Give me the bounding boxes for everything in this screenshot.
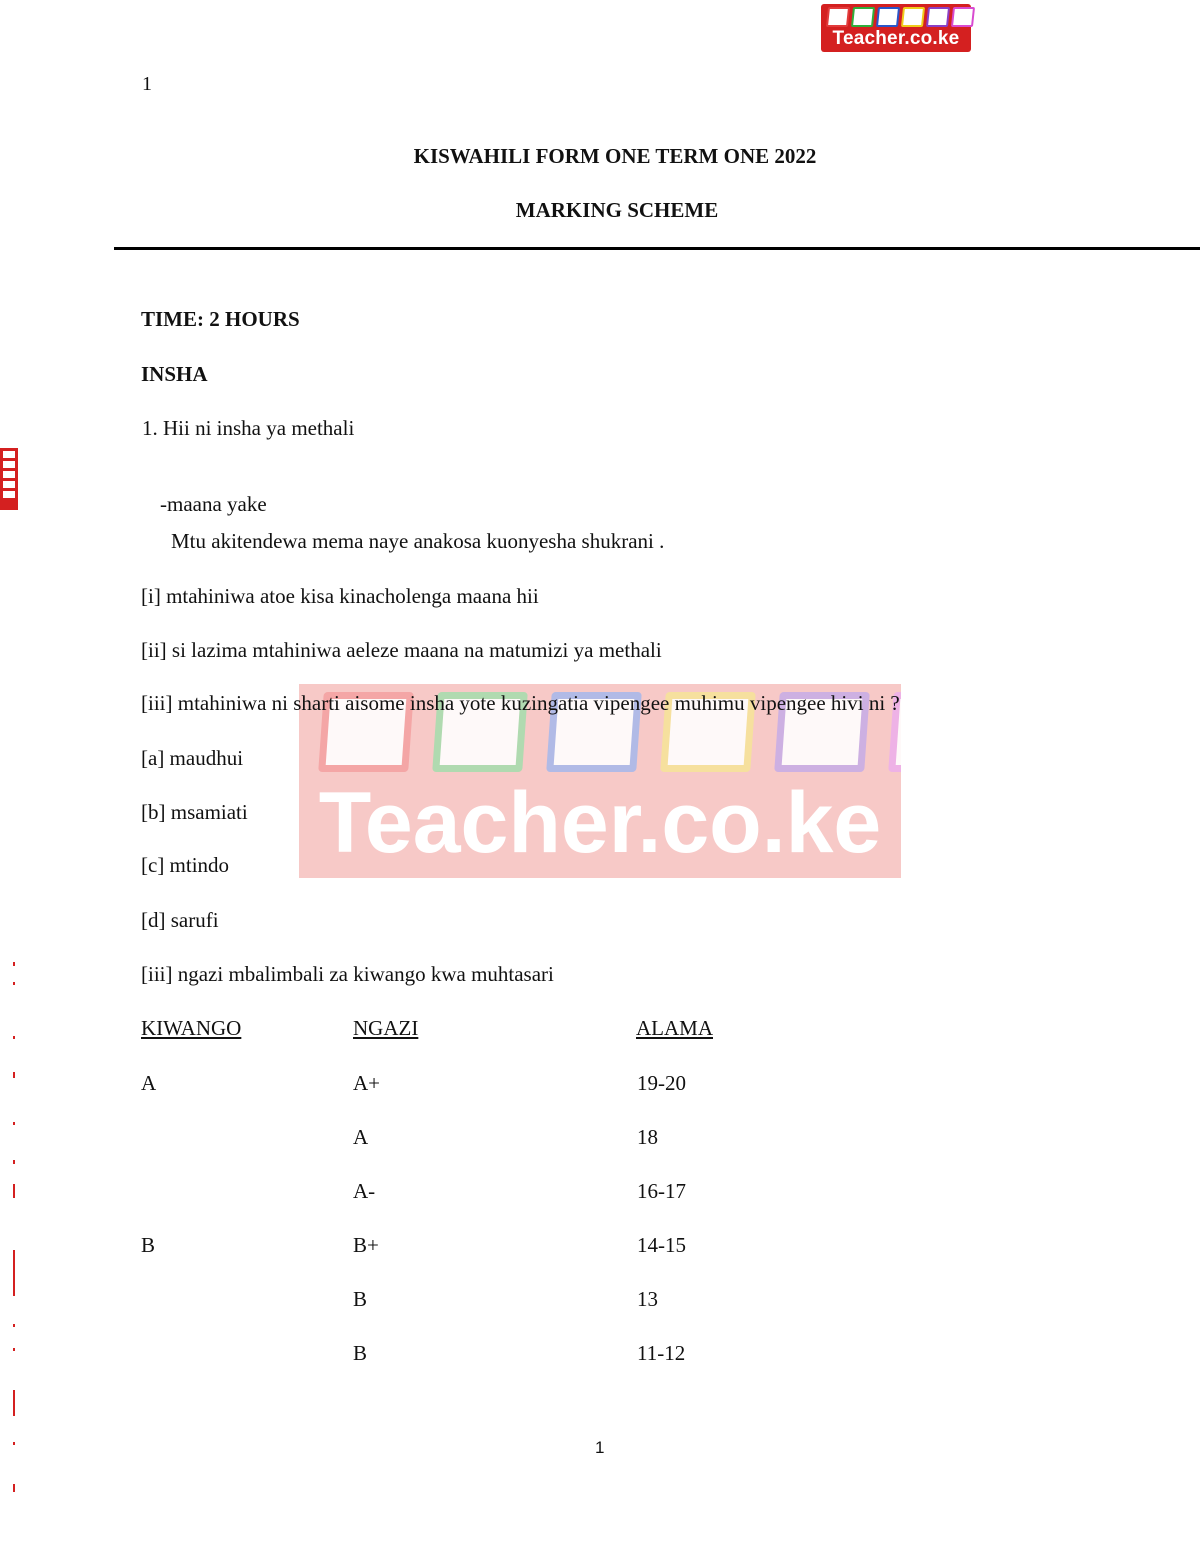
table-cell: 16-17: [637, 1179, 686, 1203]
watermark-text: Teacher.co.ke: [318, 775, 882, 871]
table-cell: A: [141, 1071, 157, 1095]
side-logo-mark: [0, 448, 18, 510]
question-1: 1. Hii ni insha ya methali: [142, 416, 355, 440]
table-cell: 19-20: [637, 1071, 686, 1095]
maana-label: -maana yake: [160, 492, 267, 516]
table-header-kiwango: KIWANGO: [141, 1016, 242, 1040]
table-cell: A+: [353, 1071, 381, 1095]
page-title: KISWAHILI FORM ONE TERM ONE 2022: [413, 144, 817, 168]
table-cell: B: [353, 1341, 368, 1365]
maana-text: Mtu akitendewa mema naye anakosa kuonyesha shukrani .: [171, 529, 665, 553]
point-c: [c] mtindo: [141, 853, 230, 877]
point-i: [i] mtahiniwa atoe kisa kinacholenga maana hii: [141, 584, 539, 608]
margin-tick: [13, 1442, 15, 1445]
point-iii: [iii] mtahiniwa ni sharti aisome insha yote kuzingatia vipengee muhimu vipengee hivi ni ?: [141, 691, 900, 715]
logo-square: [926, 7, 950, 27]
section-heading: INSHA: [141, 362, 208, 386]
point-iii-summary: [iii] ngazi mbalimbali za kiwango kwa muhtasari: [141, 962, 554, 986]
logo-square: [951, 7, 975, 27]
footer-page-number: 1: [595, 1438, 605, 1457]
logo-squares-icon: [827, 7, 974, 29]
table-cell: 14-15: [637, 1233, 686, 1257]
margin-tick: [13, 1390, 15, 1416]
margin-tick: [13, 1160, 15, 1164]
table-header-alama: ALAMA: [636, 1016, 713, 1040]
margin-tick: [13, 1184, 15, 1198]
margin-tick: [13, 1484, 15, 1492]
table-cell: 13: [637, 1287, 658, 1311]
logo-square: [851, 7, 875, 27]
page-subtitle: MARKING SCHEME: [515, 198, 719, 222]
margin-tick: [13, 1348, 15, 1351]
point-b: [b] msamiati: [141, 800, 248, 824]
logo-square: [901, 7, 925, 27]
point-ii: [ii] si lazima mtahiniwa aeleze maana na matumizi ya methali: [141, 638, 662, 662]
logo-square: [826, 7, 850, 27]
table-cell: A: [353, 1125, 369, 1149]
point-d: [d] sarufi: [141, 908, 219, 932]
margin-tick: [13, 1122, 15, 1125]
table-cell: B: [141, 1233, 156, 1257]
corner-page-number: 1: [142, 73, 152, 95]
margin-tick: [13, 962, 15, 966]
table-cell: 18: [637, 1125, 658, 1149]
table-cell: B: [353, 1287, 368, 1311]
margin-tick: [13, 1072, 15, 1078]
table-cell: 11-12: [637, 1341, 686, 1365]
margin-tick: [13, 1324, 15, 1327]
margin-tick: [13, 1250, 15, 1296]
table-header-ngazi: NGAZI: [353, 1016, 419, 1040]
teacher-logo: [821, 4, 971, 52]
header-rule: [114, 247, 1200, 250]
point-a: [a] maudhui: [141, 746, 244, 770]
logo-text: Teacher.co.ke: [832, 28, 960, 49]
table-cell: A-: [353, 1179, 376, 1203]
margin-tick: [13, 982, 15, 985]
time-label: TIME: 2 HOURS: [141, 307, 300, 331]
margin-tick: [13, 1036, 15, 1039]
logo-square: [876, 7, 900, 27]
table-cell: B+: [353, 1233, 379, 1257]
